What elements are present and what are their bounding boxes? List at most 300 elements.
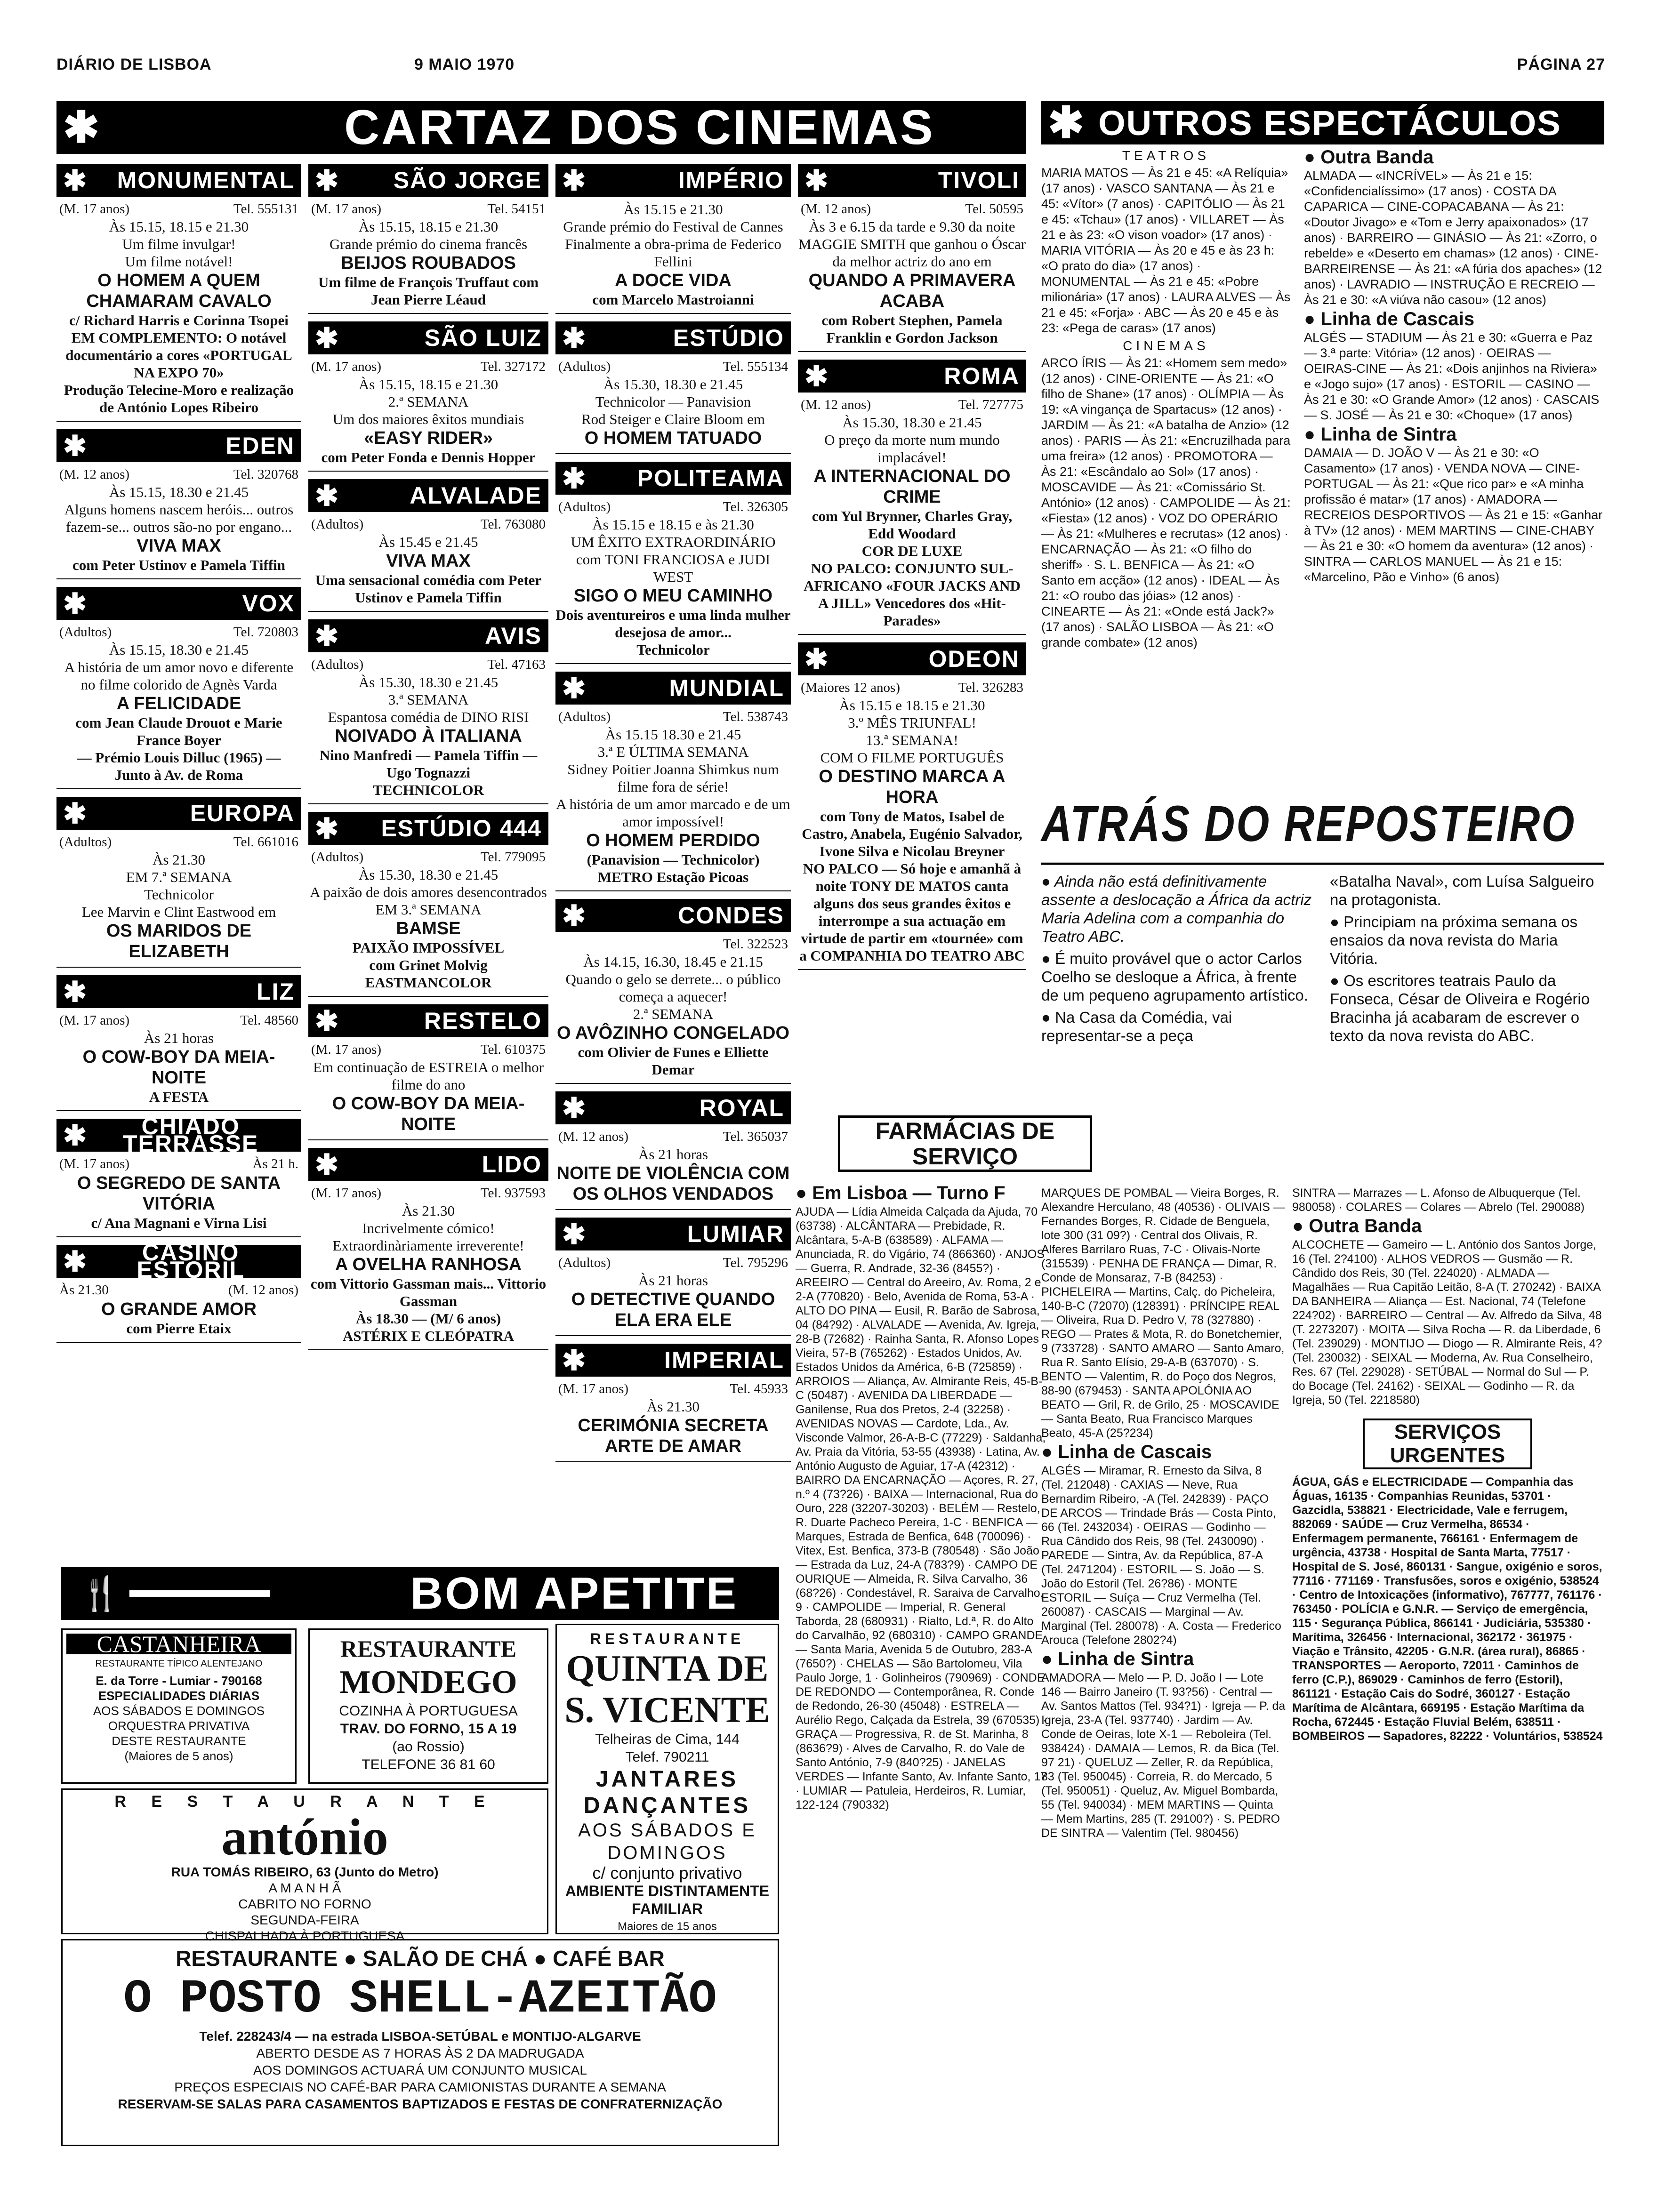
cinema-lumiar [555, 1218, 791, 1336]
mondego-line: (ao Rossio) [392, 1739, 465, 1755]
cinema-name: ODEON [928, 645, 1020, 672]
outros-column-teatros [1041, 146, 1291, 650]
pharm-cascais-heading: ● Linha de Cascais [1041, 1442, 1212, 1462]
shell-line: Telef. 228243/4 — na estrada LISBOA-SETÚBAL e MONTIJO-ALGARVE [199, 2029, 641, 2044]
teatros-heading: TEATROS [1122, 148, 1210, 163]
shell-name: O POSTO SHELL-AZEITÃO [123, 1973, 717, 2026]
outra-banda-heading: ● Outra Banda [1304, 147, 1434, 168]
cinema-name: MONUMENTAL [117, 167, 295, 193]
cinema-roma [798, 360, 1026, 635]
telephone: Tel. 610375 [480, 1042, 546, 1057]
cinema-name-box [798, 360, 1026, 393]
asterisk-icon: ✱ [1048, 99, 1085, 147]
cinema-name-box [798, 164, 1026, 197]
cinema-name-box [555, 1091, 791, 1124]
cinema-name: IMPÉRIO [678, 167, 784, 193]
asterisk-icon: ✱ [63, 797, 87, 829]
cinema-line: Lee Marvin e Clint Eastwood em [81, 904, 276, 920]
cinema-line: Às 15.15, 18.15 e 21.30 [358, 218, 499, 235]
cinema-name-box [555, 321, 791, 354]
sintra-heading: ● Linha de Sintra [1304, 424, 1457, 445]
age-rating: (M. 17 anos) [59, 1013, 130, 1028]
film-title: BAMSE [396, 919, 461, 938]
telephone: Tel. 45933 [730, 1381, 788, 1396]
cinema-name: POLITEAMA [637, 465, 784, 491]
film-title: O HOMEM A QUEM CHAMARAM CAVALO [86, 271, 272, 311]
castanheira-sub: RESTAURANTE TÍPICO ALENTEJANO [95, 1659, 263, 1669]
castanheira-line: ORQUESTRA PRIVATIVA [108, 1719, 250, 1733]
pharm-sintra-extra: SINTRA — Marrazes — L. Afonso de Albuquerque (Tel. 980058) · COLARES — Colares — Abrelo (Tel. 290088) [1292, 1186, 1585, 1214]
age-rating: (Adultos) [59, 625, 112, 640]
film-title: O COW-BOY DA MEIA-NOITE [82, 1047, 275, 1088]
cinema-name-box [308, 479, 548, 512]
cinema-line: Às 21.30 [153, 851, 205, 868]
page-number: PÁGINA 27 [1517, 56, 1605, 73]
film-title: BEIJOS ROUBADOS [341, 253, 516, 273]
cinema-line: Grande prémio do Festival de Cannes [563, 218, 783, 235]
cinema-line: Technicolor — Panavision [595, 393, 751, 410]
cinema-line: Technicolor [144, 886, 214, 903]
asterisk-icon: ✱ [315, 812, 339, 844]
cinema-line: Às 21.30 [402, 1202, 455, 1219]
film-title: A OVELHA RANHOSA [335, 1255, 522, 1274]
cinema-name-box [56, 164, 301, 197]
cinema-line: com TONI FRANCIOSA e JUDI WEST [576, 551, 771, 585]
cinema-name-box [56, 1113, 301, 1157]
cinemas-heading: CINEMAS [1123, 338, 1209, 353]
ad-posto-shell [61, 1939, 779, 2146]
age-rating: (M. 12 anos) [801, 397, 871, 412]
quinta-name: QUINTA DE S. VICENTE [564, 1648, 770, 1730]
cinema-extra: — Prémio Louis Dilluc (1965) — [77, 749, 281, 766]
telephone: Tel. 727775 [958, 397, 1023, 412]
mondego-line: TELEFONE 36 81 60 [362, 1757, 495, 1772]
quinta-line: JANTARES DANÇANTES [583, 1767, 751, 1818]
farmacias-col-2 [1041, 1186, 1286, 1840]
cinema-name-box [555, 164, 791, 197]
telephone: Tel. 50595 [965, 201, 1023, 216]
asterisk-icon: ✱ [562, 1092, 586, 1124]
cinema-sao-jorge [308, 164, 548, 314]
telephone: Tel. 47163 [487, 657, 546, 672]
cinema-extra: NO PALCO: CONJUNTO SUL-AFRICANO «FOUR JACKS AND A JILL» Vencedores dos «Hit-Parades» [804, 560, 1021, 629]
quinta-line: Telheiras de Cima, 144 [595, 1731, 740, 1747]
cinema-extra: com Olivier de Funes e Elliette Demar [578, 1044, 769, 1078]
cinema-line: Às 14.15, 16.30, 18.45 e 21.15 [583, 954, 763, 970]
asterisk-icon: ✱ [562, 672, 586, 704]
cinema-line: Finalmente a obra-prima de Federico Fellini [565, 236, 781, 270]
film-title: NOIVADO À ITALIANA [335, 726, 522, 746]
cinema-name: EUROPA [190, 800, 295, 826]
age-rating: Às 21.30 [59, 1282, 109, 1298]
film-title: O AVÔZINHO CONGELADO [557, 1023, 789, 1043]
cinema-name: CASINO ESTORIL [137, 1239, 245, 1283]
cinema-line: Alguns homens nascem heróis... outros fazem-se... outros são-no por engano... [64, 501, 294, 535]
pharm-sintra-list: AMADORA — Melo — P. D. João I — Lote 146 — Bairro Janeiro (T. 93?56) · Central — Av. Santos Mattos (Tel. 934?1) · Igreja — P. da Igreja, 23-A (Tel. 937740) · Jardim — Av. Conde de Oeiras, lote X-1 — Reboleira (Tel. 938424) · DAMAIA — Lemos, R. da Bica (Tel. 97 21) · QUELUZ — Zeller, R. da República, 83 (Tel. 950045) · Correia, R. do Mercado, 5 (Tel. 950051) · Queluz, Av. Miguel Bombarda, 55 (Tel. 940034) · MEM MARTINS — Quinta — Mem Martins, 285 (T. 29100?) · S. PEDRO DE SINTRA — Valentim (Tel. 980456) [1041, 1671, 1286, 1840]
telephone: Tel. 763080 [480, 517, 546, 532]
cinema-name-box [56, 797, 301, 830]
telephone: Tel. 327172 [480, 359, 546, 374]
cinema-extra: NO PALCO — Só hoje e amanhã à noite TONY DE MATOS canta alguns dos seus grandes êxitos e interrompe a sua actuação em virtude de partir em «tournée» com a COMPANHIA DO TEATRO ABC [799, 860, 1025, 964]
cinema-name-box [308, 812, 548, 845]
quinta-line: c/ conjunto privativo [592, 1863, 742, 1883]
cinema-lido [308, 1148, 548, 1350]
outros-banner [1041, 99, 1604, 147]
cinema-chiado-terrasse [56, 1113, 301, 1237]
cinema-line: Um dos maiores êxitos mundiais [332, 411, 524, 427]
cinema-line: Grande prémio do cinema francês [329, 236, 528, 252]
reposteiro-item: «Batalha Naval», com Luísa Salgueiro na protagonista. [1330, 873, 1594, 908]
cinema-line: 2.ª SEMANA [633, 1006, 714, 1022]
cinema-restelo [308, 1004, 548, 1140]
outra-banda-list: ALMADA — «INCRÍVEL» — Às 21 e 15: «Confidencialíssimo» (17 anos) · COSTA DA CAPARICA — CINE-COPACABANA — Às 21: «Doutor Jivago» e «Tom e Jerry apaixonados» (17 anos) · BARREIRO — GINÁSIO — Às 21: «Zorro, o rebelde» e «Deserto em chamas» (12 anos) · CINE-BARREIRENSE — Às 21: «A fúria dos apaches» (12 anos) · LAVRADIO — INSTRUÇÃO E RECREIO — Às 21 e 30: «A viúva não casou» (12 anos) [1304, 168, 1602, 307]
cinema-name: TIVOLI [938, 167, 1020, 193]
cinema-name: IMPERIAL [664, 1346, 784, 1373]
age-rating: (Adultos) [311, 850, 364, 865]
cinema-name-box [308, 321, 548, 354]
pharm-outra-heading: ● Outra Banda [1292, 1216, 1422, 1236]
telephone: Tel. 54151 [487, 201, 546, 216]
antonio-line: RUA TOMÁS RIBEIRO, 63 (Junto do Metro) [171, 1865, 439, 1879]
age-rating: (Adultos) [311, 657, 364, 672]
cinema-liz [56, 975, 301, 1111]
telephone: Tel. 779095 [480, 850, 546, 865]
age-rating: (Adultos) [59, 834, 112, 850]
cinema-extra: Junto à Av. de Roma [114, 767, 243, 783]
cinema-name: ESTÚDIO [673, 324, 784, 351]
asterisk-icon: ✱ [63, 1119, 87, 1151]
age-rating: (Adultos) [558, 1255, 611, 1270]
asterisk-icon: ✱ [315, 1005, 339, 1037]
cinema-name-box [56, 975, 301, 1008]
reposteiro-item: ● Na Casa da Comédia, vai representar-se a peça [1041, 1009, 1232, 1044]
ad-castanheira [61, 1628, 297, 1784]
cinema-line: Às 15.15, 18.15 e 21.30 [358, 376, 499, 393]
antonio-line: CHISPALHADA À PORTUGUESA [205, 1929, 405, 1943]
cinema-name-box [798, 642, 1026, 675]
lisboa-list-1: AJUDA — Lídia Almeida Calçada da Ajuda, 70 (63738) · ALCÂNTARA — Prebidade, R. Alcântara, 5-A-B (638589) · ALFAMA — Anunciada, R. do Vigário, 74 (866360) · ANJOS — Guerra, R. Andrade, 32-36 (8455?) · AREEIRO — Central do Areeiro, Av. Roma, 2 e 2-A (770820) · Belo, Avenida de Roma, 53-A · ALTO DO PINA — Eusil, R. Barão de Sabrosa, 04 (84?92) · ALVALADE — Avenida, Av. Igreja, 28-B (72682) · Rainha Santa, R. Afonso Lopes Vieira, 57-B (765262) · Estados Unidos, Av. Estados Unidos da América, 6-B (725859) · ARROIOS — Aliança, Av. Almirante Reis, 45-B-C (50487) · AVENIDA DA LIBERDADE — Ganilense, Rua dos Pretos, 2-4 (32258) · AVENIDAS NOVAS — Cardote, Lda., Av. Visconde Valmor, 26-A-B-C (77229) · Saldanha, Av. Praia da Vitória, 53-55 (43938) · Latina, Av. António Augusto de Aguiar, 17-A (42312) · BAIRRO DA ENCARNAÇÃO — Açores, R. 27, n.º 4 (73?26) · BAIXA — Internacional, Rua do Ouro, 228 (32207-30203) · BELÉM — Restelo, R. Duarte Pacheco Pereira, 1-C · BENFICA — Marques, Estrada de Benfica, 648 (700096) · Vitex, Est. Benfica, 373-B (780548) · São João — Estrada da Luz, 24-A (783?9) · CAMPO DE OURIQUE — Almeida, R. Silva Carvalho, 36 (68?26) · Condestável, R. Saraiva de Carvalho, 9 · CAMPOLIDE — Imperial, R. General Taborda, 28 (680931) · Rialto, Ld.ª, R. do Alto do Carvalhão, 92 (680310) · CAMPO GRANDE — Santa Maria, Avenida 5 de Outubro, 283-A (7650?) · CHELAS — São Bartolomeu, Vila Paulo Jorge, 1 · Golinheiros (790969) · CONDE DE REDONDO — Contemporânea, R. Conde de Redondo, 26-30 (45048) · ESTRELA — Aurélio Rego, Calçada da Estrela, 39 (670535) · GRAÇA — Progressiva, R. de St. Marinha, 8 (8636?9) · Alves de Carvalho, R. do Vale de Santo António, 7-9 (840?25) · JANELAS VERDES — Infante Santo, Av. Infante Santo, 17 · LUMIAR — Patuleia, Herdeiros, R. Lumiar, 122-124 (790332) [796, 1205, 1047, 1811]
film-title: VIVA MAX [137, 536, 221, 556]
age-rating: (M. 12 anos) [801, 201, 871, 216]
cinema-name: LIDO [482, 1151, 542, 1178]
cinema-casino-estoril [56, 1239, 301, 1343]
telephone: Tel. 555134 [723, 359, 788, 374]
reposteiro-title: ATRÁS DO REPOSTEIRO [1041, 795, 1604, 865]
antonio-name: antónio [221, 1808, 388, 1866]
cinema-name: SÃO JORGE [393, 167, 542, 193]
asterisk-icon: ✱ [63, 164, 87, 196]
cinema-name-box [555, 1218, 791, 1250]
cinema-estudio-444 [308, 812, 548, 997]
cinema-eden [56, 429, 301, 579]
telephone: Tel. 365037 [723, 1129, 788, 1144]
cinema-extra: Uma sensacional comédia com Peter Ustinov e Pamela Tiffin [315, 572, 542, 606]
cinema-column-3 [555, 164, 791, 1470]
asterisk-icon: ✱ [63, 587, 87, 619]
telephone: Tel. 48560 [240, 1013, 298, 1028]
telephone: Tel. 320768 [233, 467, 298, 482]
asterisk-icon: ✱ [804, 360, 828, 392]
mondego-line: COZINHA À PORTUGUESA [339, 1703, 518, 1719]
issue-date: 9 MAIO 1970 [414, 56, 515, 73]
outros-banner-title: OUTROS ESPECTÁCULOS [1098, 103, 1561, 143]
cinema-condes [555, 899, 791, 1084]
cinema-extra: METRO Estação Picoas [597, 869, 749, 885]
cinema-extra: com Marcelo Mastroianni [592, 291, 754, 308]
film-title: CERIMÓNIA SECRETA ARTE DE AMAR [578, 1416, 769, 1456]
farmacias-col-1 [796, 1181, 1050, 1812]
outros-column-regions [1304, 146, 1605, 585]
film-title: NOITE DE VIOLÊNCIA COM OS OLHOS VENDADOS [556, 1163, 790, 1204]
cinema-line: Às 3 e 6.15 da tarde e 9.30 da noite [809, 218, 1015, 235]
pharm-outra-list: ALCOCHETE — Gameiro — L. António dos Santos Jorge, 16 (Tel. 2?4100) · ALHOS VEDROS — Gusmão — R. Cândido dos Reis, 30 (Tel. 224020) · ALMADA — Magalhães — Rua Capitão Leitão, 8-A (T. 270242) · BAIXA DA BANHEIRA — Aliança — Est. Nacional, 74 (Telefone 224?02) · BARREIRO — Central — Av. Alfredo da Silva, 48 (T. 2273207) · MOITA — Silva Rocha — R. da Liberdade, 6 (Tel. 239029) · MONTIJO — Diogo — R. Almirante Reis, 4? (Tel. 230032) · SEIXAL — Moderna, Av. Rua Conselheiro, Res. 67 (Tel. 229028) · SETÚBAL — Normal do Sul — P. do Bocage (Tel. 24162) · SEIXAL — Godinho — R. da Igreja, 50 (Tel. 2218580) [1292, 1238, 1602, 1407]
film-title: A DOCE VIDA [615, 271, 732, 290]
cinema-name: ALVALADE [410, 482, 542, 509]
cinema-extra: com Peter Ustinov e Pamela Tiffin [72, 557, 285, 573]
film-title: VIVA MAX [386, 551, 471, 571]
cinema-odeon [798, 642, 1026, 970]
cinema-sao-luiz [308, 321, 548, 472]
asterisk-icon: ✱ [63, 430, 87, 462]
age-rating: (M. 17 anos) [558, 1381, 629, 1396]
asterisk-icon: ✱ [315, 480, 339, 512]
cinema-line: Às 21.30 [647, 1398, 700, 1415]
shell-line: RESERVAM-SE SALAS PARA CASAMENTOS BAPTIZADOS E FESTAS DE CONFRATERNIZAÇÃO [118, 2097, 723, 2111]
age-rating: (Maiores 12 anos) [801, 680, 901, 695]
cinema-line: Às 15.15 18.30 e 21.45 [605, 726, 741, 743]
cinema-name-box [555, 462, 791, 495]
cinema-name: ESTÚDIO 444 [381, 815, 542, 842]
cinema-line: Às 15.15 e 18.15 e às 21.30 [592, 516, 754, 533]
cinema-extra: Technicolor [636, 641, 710, 658]
servicos-title: SERVIÇOS URGENTES [1363, 1419, 1532, 1469]
paper-name: DIÁRIO DE LISBOA [56, 56, 212, 73]
cinema-tivoli [798, 164, 1026, 352]
age-rating: (M. 12 anos) [558, 1129, 629, 1144]
antonio-line: A M A N H Ã [268, 1881, 341, 1895]
cinema-extra: TECHNICOLOR [373, 782, 484, 798]
cinema-name: LIZ [257, 978, 295, 1005]
ad-quinta-s-vicente [555, 1624, 779, 1934]
cinema-line: A história de um amor novo e diferente no filme colorido de Agnès Varda [64, 659, 294, 693]
cinema-name-box [308, 1004, 548, 1037]
film-title: O DETECTIVE QUANDO ELA ERA ELE [571, 1290, 775, 1330]
pharm-cascais-list: ALGÉS — Miramar, R. Ernesto da Silva, 8 (Tel. 212048) · CAXIAS — Neve, Rua Bernardim Ribeiro, -A (Tel. 242839) · PAÇO DE ARCOS — Trindade Brás — Costa Pinto, 66 (Tel. 2432034) · OEIRAS — Godinho — Rua Cândido dos Reis, 98 (Tel. 2430090) · PAREDE — Sintra, Av. da República, 87-A (Tel. 2471204) · ESTORIL — S. João — S. João do Estoril (Tel. 26?86) · MONTE ESTORIL — Suíça — Cruz Vermelha (Tel. 260087) · CASCAIS — Marginal — Av. Marginal (Tel. 280078) · A. Costa — Frederico Arouca (Telefone 2802?4) [1041, 1464, 1281, 1647]
cinema-extra: com Pierre Etaix [126, 1320, 232, 1337]
cinema-monumental [56, 164, 301, 422]
mondego-name: MONDEGO [339, 1664, 517, 1700]
film-title: O HOMEM PERDIDO [586, 831, 760, 850]
cinema-extra: (Panavision — Technicolor) [587, 851, 760, 868]
cinema-line: Às 15.30, 18.30 e 21.45 [842, 414, 982, 431]
asterisk-icon: ✱ [562, 164, 586, 196]
lisboa-list-2: MARQUES DE POMBAL — Vieira Borges, R. Alexandre Herculano, 48 (40536) · OLIVAIS — Fernandes Borges, R. Cidade de Benguela, lote 300 (31 09?) · Central dos Olivais, R. Alferes Barrilaro Ruas, 7-C · Olivais-Norte (315539) · PENHA DE FRANÇA — Dimar, R. Conde de Monsaraz, 7-B (84253) · PICHELEIRA — Martins, Calç. do Picheleira, 140-B-C (72070) (128391) · PRÍNCIPE REAL — Oliveira, Rua D. Pedro V, 78 (327880) · REGO — Prates & Mota, R. do Bonetchemier, 9 (733728) · SANTO AMARO — Santo Amaro, Rua R. Santo Elísio, 29-A-B (637070) · S. BENTO — Valentim, R. do Poço dos Negros, 88-90 (679453) · SANTA APOLÓNIA AO BEATO — Gril, R. de Grilo, 25 · MOSCAVIDE — Santa Beato, Rua Francisco Marques Beato, 45-A (25?234) [1041, 1186, 1285, 1440]
cinema-extra: COR DE LUXE [861, 543, 963, 559]
cinema-extra: EASTMANCOLOR [365, 974, 492, 991]
farmacias-title: FARMÁCIAS DE SERVIÇO [838, 1115, 1092, 1172]
cinema-mundial [555, 672, 791, 891]
reposteiro-item: ● Os escritores teatrais Paulo da Fonseca, César de Oliveira e Rogério Bracinha já acabaram de escrever o texto da nova revista do ABC. [1330, 972, 1590, 1044]
age-rating: (Adultos) [311, 517, 364, 532]
film-title: O GRANDE AMOR [101, 1299, 257, 1319]
asterisk-icon: ✱ [63, 104, 100, 152]
age-rating: (M. 17 anos) [311, 1042, 382, 1057]
asterisk-icon: ✱ [804, 164, 828, 196]
cinema-name: VOX [242, 590, 295, 617]
cinema-line: Às 21 horas [144, 1030, 214, 1046]
mondego-head: RESTAURANTE [340, 1635, 517, 1662]
cinema-line: EM 3.ª SEMANA [375, 901, 482, 918]
cinema-line: EM 7.ª SEMANA [126, 869, 232, 885]
film-title: A INTERNACIONAL DO CRIME [813, 466, 1011, 507]
quinta-head: RESTAURANTE [590, 1630, 745, 1647]
cinema-line: Às 15.45 e 21.45 [378, 534, 478, 550]
cinema-avis [308, 619, 548, 804]
cinema-name: AVIS [485, 622, 542, 649]
servicos-list: ÁGUA, GÁS e ELECTRICIDADE — Companhia das Águas, 16135 · Companhias Reunidas, 53701 · Gazcidla, 538821 · Electricidade, Vale e ferrugem, 882069 · SAÚDE — Cruz Vermelha, 86534 · Enfermagem permanente, 766161 · Enfermagem de urgência, 43738 · Hospital de Santa Marta, 77517 · Hospital de S. José, 860131 · Sangue, oxigénio e soros, 77116 · 771169 · Transfusões, soros e oxigénio, 538524 · Centro de Intoxicações (informativo), 767777, 761176 · 763450 · POLÍCIA e G.N.R. — Serviço de emergência, 115 · Segurança Pública, 866141 · Judiciária, 535380 · Marítima, 326456 · Internacional, 362172 · 361975 · Viação e Trânsito, 42205 · G.N.R. (área rural), 86865 · TRANSPORTES — Aeroporto, 72011 · Caminhos de ferro (C.P.), 869029 · Caminhos de ferro (Estoril), 861121 · Estação Cais do Sodré, 360127 · Estação Marítima de Alcântara, 669195 · Estação Marítima da Rocha, 672445 · Estação Fluvial Belém, 638511 · BOMBEIROS — Sapadores, 82222 · Voluntários, 538524 [1292, 1475, 1603, 1743]
cinemas-banner-title: CARTAZ DOS CINEMAS [344, 100, 935, 155]
cinema-name-box [56, 429, 301, 462]
telephone: Tel. 937593 [480, 1186, 546, 1201]
shell-line: ABERTO DESDE AS 7 HORAS ÀS 2 DA MADRUGADA [256, 2046, 584, 2060]
cinema-extra: com Tony de Matos, Isabel de Castro, Anabela, Eugénio Salvador, Ivone Silva e Nicolau Breyner [802, 808, 1022, 859]
cinema-name-box [308, 619, 548, 652]
telephone: Tel. 555131 [233, 201, 298, 216]
cinema-name: RESTELO [424, 1007, 542, 1034]
film-title: «EASY RIDER» [364, 428, 493, 448]
telephone: Tel. 322523 [723, 937, 788, 952]
age-rating: (M. 12 anos) [59, 467, 130, 482]
reposteiro-col-1 [1041, 872, 1316, 1049]
cinema-line: Incrivelmente cómico! Extraordinàriamente irreverente! [332, 1220, 524, 1254]
cinema-name: ROYAL [699, 1094, 784, 1121]
cinema-name: SÃO LUIZ [424, 324, 542, 351]
cinema-extra: Um filme de François Truffaut com Jean Pierre Léaud [318, 274, 539, 308]
cinema-extra: com Yul Brynner, Charles Gray, Edd Woodard [812, 508, 1013, 542]
castanheira-logo: CASTANHEIRA [66, 1634, 291, 1654]
cinema-line: 13.ª SEMANA! [866, 732, 958, 748]
castanheira-line: ESPECIALIDADES DIÁRIAS [98, 1689, 260, 1703]
film-title: O DESTINO MARCA A HORA [819, 767, 1005, 807]
cinema-extra: com Jean Claude Drouot e Marie France Boyer [75, 714, 282, 748]
cinema-name-box [555, 672, 791, 705]
cinema-name-box [56, 1239, 301, 1283]
cinema-name: CONDES [678, 902, 784, 929]
cinema-extra: PAIXÃO IMPOSSÍVEL [352, 939, 505, 956]
cinema-line: 3.ª SEMANA [388, 691, 469, 708]
age-rating: (M. 17 anos) [59, 201, 130, 216]
asterisk-icon: ✱ [315, 164, 339, 196]
cinema-imperio [555, 164, 791, 314]
asterisk-icon: ✱ [63, 1245, 87, 1277]
cinemas-list: ARCO ÍRIS — Às 21: «Homem sem medo» (12 anos) · CINE-ORIENTE — Às 21: «O filho de Shane» (17 anos) · OLÍMPIA — Às 19: «A vingança de Spartacus» (12 anos) · JARDIM — Às 21: «A batalha de Anzio» (12 anos) · PARIS — Às 21: «Encruzilhada para uma freira» (12 anos) · PROMOTORA — Às 21: «Escândalo ao Sol» (17 anos) · MOSCAVIDE — Às 21: «Comissário St. António» (12 anos) · CAMPOLIDE — Às 21: «Fiesta» (12 anos) · VOZ DO OPERÁRIO — Às 21: «Mulheres e recrutas» (12 anos) · ENCARNAÇÃO — Às 21: «O filho do sheriff» · S. L. BENFICA — Às 21: «O Santo em acção» (12 anos) · IDEAL — Às 21: «O roubo das jóias» (12 anos) · CINEARTE — Às 21: «Onde está Jack?» (17 anos) · SALÃO LISBOA — Às 21: «O grande combate» (12 anos) [1041, 356, 1291, 649]
cinema-name: EDEN [225, 432, 295, 459]
cinema-line: Às 15.15, 18.30 e 21.45 [109, 641, 249, 658]
cinema-estudio [555, 321, 791, 454]
asterisk-icon: ✱ [562, 899, 586, 931]
cinema-extra: com Peter Fonda e Dennis Hopper [321, 449, 536, 465]
shell-head: RESTAURANTE ● SALÃO DE CHÁ ● CAFÉ BAR [176, 1946, 665, 1971]
cinema-extra: com Grinet Molvig [369, 957, 488, 973]
cinema-extra: A FESTA [149, 1089, 209, 1105]
asterisk-icon: ✱ [562, 462, 586, 494]
castanheira-addr: E. da Torre - Lumiar - 790168 [96, 1674, 262, 1688]
cinema-line: Espantosa comédia de DINO RISI [328, 709, 529, 725]
ad-mondego [308, 1628, 548, 1784]
telephone: Tel. 326283 [958, 680, 1023, 695]
telephone: Tel. 326305 [723, 499, 788, 514]
cinema-line: Às 15.15 e 21.30 [623, 201, 723, 217]
cinema-line: A história de um amor marcado e de um amor impossível! [556, 796, 790, 830]
telephone: Tel. 661016 [233, 834, 298, 850]
quinta-line: AOS SÁBADOS E DOMINGOS [578, 1820, 756, 1863]
asterisk-icon: ✱ [63, 976, 87, 1008]
cinema-extra: Dois aventureiros e uma linda mulher desejosa de amor... [555, 607, 791, 641]
cinema-line: Um filme notável! [125, 253, 233, 270]
asterisk-icon: ✱ [315, 1148, 339, 1180]
antonio-head: R E S T A U R A N T E [114, 1793, 495, 1811]
film-title: O COW-BOY DA MEIA-NOITE [332, 1094, 525, 1134]
cinema-column-1 [56, 164, 301, 1350]
asterisk-icon: ✱ [562, 322, 586, 354]
film-title: O HOMEM TATUADO [584, 428, 762, 448]
cinema-line: Um filme invulgar! [122, 236, 236, 252]
cinema-alvalade [308, 479, 548, 612]
film-title: A FELICIDADE [116, 694, 241, 713]
reposteiro-item: ● É muito provável que o actor Carlos Coelho se desloque a África, à frente de um pequeno agrupamento artístico. [1041, 950, 1308, 1004]
castanheira-line: DESTE RESTAURANTE [112, 1734, 246, 1748]
cutlery-icon: 🍴 ━━━━━━━ [80, 1575, 269, 1612]
cinema-line: Às 15.30, 18.30 e 21.45 [358, 866, 499, 883]
cinema-line: Quando o gelo se derrete... o público começa a aquecer! [565, 971, 781, 1005]
teatros-list: MARIA MATOS — Às 21 e 45: «A Relíquia» (17 anos) · VASCO SANTANA — Às 21 e 45: «Vítor» (7 anos) · CAPITÓLIO — Às 21 e 45: «Tchau» (17 anos) · VILLARET — Às 21 e às 23: «O vison voador» (17 anos) · MARIA VITÓRIA — Às 20 e 45 e às 23 h: «O prato do dia» (17 anos) · MONUMENTAL — Às 21 e 45: «Pobre milionária» (17 anos) · LAURA ALVES — Às 21 e 45: «Forja» · ABC — Às 20 e 45 e às 23: «Pega de caras» (17 anos) [1041, 166, 1291, 335]
cinema-line: O preço da morte num mundo implacável! [824, 432, 1000, 465]
cinema-line: UM ÊXITO EXTRAORDINÁRIO [571, 534, 776, 550]
film-title: QUANDO A PRIMAVERA ACABA [808, 271, 1016, 311]
farmacias-col-3 [1292, 1186, 1603, 1743]
cinema-line: Às 15.30, 18.30 e 21.45 [603, 376, 743, 393]
cinema-imperial [555, 1344, 791, 1462]
bom-apetite-banner [61, 1567, 779, 1620]
asterisk-icon: ✱ [315, 322, 339, 354]
shell-line: PREÇOS ESPECIAIS NO CAFÉ-BAR PARA CAMIONISTAS DURANTE A SEMANA [174, 2080, 666, 2094]
reposteiro-item: ● Ainda não está definitivamente assente a deslocação a África da actriz Maria Adelina com a companhia do Teatro ABC. [1041, 873, 1312, 945]
age-rating: (Adultos) [558, 359, 611, 374]
bom-apetite-title: BOM APETITE [410, 1568, 739, 1619]
cinema-line: Em continuação de ESTREIA o melhor filme do ano [313, 1059, 544, 1093]
cascais-list: ALGÉS — STADIUM — Às 21 e 30: «Guerra e Paz — 3.ª parte: Vitória» (12 anos) · OEIRAS — OEIRAS-CINE — Às 21: «Dois anjinhos na Riviera» e «Jogo sujo» (17 anos) · ESTORIL — CASINO — Às 21 e 30: «O Grande Amor» (12 anos) · CASCAIS — S. JOSÉ — Às 21 e 30: «Choque» (17 anos) [1304, 330, 1600, 422]
cinema-extra: c/ Richard Harris e Corinna Tsopei [69, 312, 289, 329]
cinema-extra: EM COMPLEMENTO: O notável documentário a cores «PORTUGAL NA EXPO 70» [65, 329, 292, 381]
age-rating: (Adultos) [558, 709, 611, 724]
cinema-line: Às 21 horas [638, 1272, 708, 1289]
asterisk-icon: ✱ [315, 620, 339, 652]
cinema-name-box [308, 1148, 548, 1181]
cinema-extra: c/ Ana Magnani e Virna Lisi [91, 1215, 267, 1231]
castanheira-line: (Maiores de 5 anos) [124, 1749, 233, 1763]
ad-antonio [61, 1788, 548, 1943]
cinema-name-box [308, 164, 548, 197]
cinema-extra: Produção Telecine-Moro e realização de António Lopes Ribeiro [64, 382, 294, 416]
cinema-extra: Às 18.30 — (M/ 6 anos) [355, 1310, 501, 1327]
cinema-line: A paixão de dois amores desencontrados [310, 884, 547, 900]
quinta-line: Maiores de 15 anos [618, 1920, 717, 1933]
cinema-name-box [555, 1344, 791, 1377]
cinema-line: Às 21 horas [638, 1146, 708, 1162]
cinema-name: MUNDIAL [669, 674, 784, 701]
cinema-line: 3.ª E ÚLTIMA SEMANA [597, 744, 749, 760]
telephone: Às 21 h. [252, 1156, 298, 1171]
